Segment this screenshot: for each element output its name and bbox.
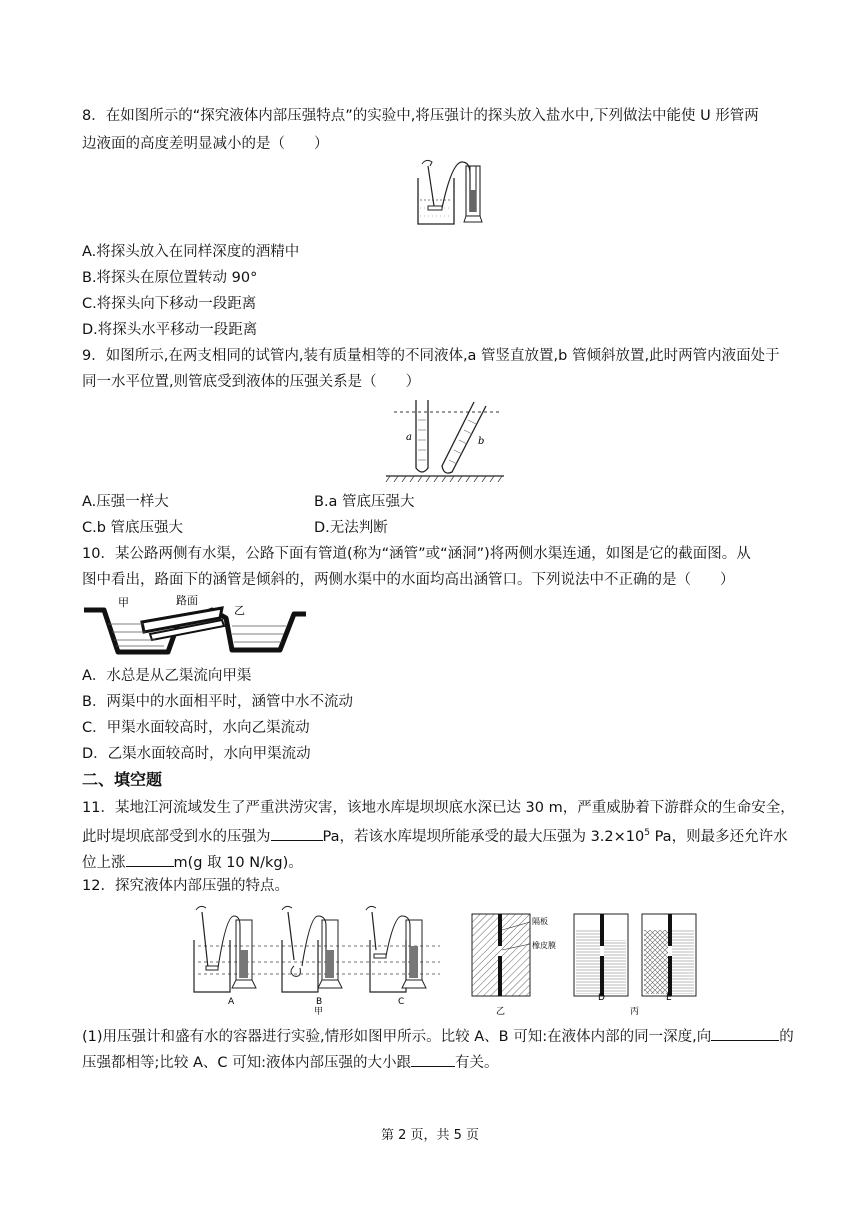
q11-line3-part-a: 位上涨 — [82, 855, 126, 871]
setup-c — [366, 906, 426, 1007]
channel-jia-label: 甲 — [118, 596, 129, 609]
tube-b-label: b — [478, 436, 485, 447]
setup-b — [282, 906, 342, 1007]
q11-line1: 11．某地江河流域发生了严重洪涝灾害，该地水库堤坝坝底水深已达 30 m，严重威胁着下游群众的生命安全， — [82, 800, 795, 816]
culvert-cross-section-figure — [82, 594, 308, 662]
label-b: B — [316, 997, 323, 1007]
q9-option-b: B.a 管底压强大 — [314, 494, 415, 510]
label-xiangpimo: 橡皮膜 — [532, 941, 556, 950]
pressure-gauge-figure — [408, 156, 504, 232]
setup-d — [574, 914, 628, 1003]
q10-option-d: D．乙渠水面较高时，水向甲渠流动 — [82, 746, 311, 762]
q10-option-a: A．水总是从乙渠流向甲渠 — [82, 668, 252, 684]
q11-line3 — [82, 852, 303, 873]
channel-yi-label: 乙 — [234, 604, 245, 617]
q11-line2-part-a: 此时堤坝底部受到水的压强为 — [82, 829, 271, 845]
setup-e — [642, 914, 696, 1003]
q9-options-row2 — [82, 518, 482, 538]
q11-line2-part-c: Pa，则最多还允许水 — [649, 829, 788, 845]
q9-option-d: D.无法判断 — [314, 520, 388, 536]
answer-blank-height[interactable] — [126, 852, 174, 867]
q8-option-c: C.将探头向下移动一段距离 — [82, 296, 257, 312]
q9-options-row1 — [82, 492, 482, 512]
setup-yi — [472, 914, 556, 1017]
q10-stem-line1: 10．某公路两侧有水渠，公路下面有管道(称为“涵管”或“涵洞”)将两侧水渠连通，如图是它的截面图。从 — [82, 546, 751, 562]
q12-part1-text-b: 的 — [779, 1029, 794, 1045]
q8-stem-line2: 边液面的高度差明显减小的是（ ） — [82, 136, 329, 152]
q8-option-d: D.将探头水平移动一段距离 — [82, 322, 258, 338]
road-label: 路面 — [176, 594, 198, 607]
label-yi: 乙 — [496, 1007, 506, 1017]
label-e: E — [666, 993, 672, 1003]
q12-part1-line1 — [82, 1026, 794, 1047]
test-tubes-figure — [382, 396, 506, 482]
q12-part1-text-a: (1)用压强计和盛有水的容器进行实验,情形如图甲所示。比较 A、B 可知:在液体内部的同一深度,向 — [82, 1029, 712, 1045]
setup-a — [194, 906, 256, 1007]
answer-blank-direction[interactable] — [711, 1026, 779, 1041]
answer-blank-factor[interactable] — [411, 1052, 455, 1067]
q8-option-a: A.将探头放入在同样深度的酒精中 — [82, 244, 300, 260]
label-c: C — [398, 997, 405, 1007]
section-title-fill-in: 二、填空题 — [82, 770, 163, 789]
label-a: A — [228, 997, 235, 1007]
label-jia: 甲 — [314, 1007, 324, 1017]
q10-stem-line2: 图中看出，路面下的涵管是倾斜的，两侧水渠中的水面均高出涵管口。下列说法中不正确的是（ ） — [82, 572, 735, 588]
label-bing: 丙 — [630, 1007, 640, 1017]
q12-stem: 12．探究液体内部压强的特点。 — [82, 878, 289, 894]
q11-line2 — [82, 826, 788, 847]
q11-line3-part-b: m(g 取 10 N/kg)。 — [173, 855, 303, 871]
q8-option-b: B.将探头在原位置转动 90° — [82, 270, 258, 286]
q12-part1-text-c: 压强都相等;比较 A、C 可知:液体内部压强的大小跟 — [82, 1055, 412, 1071]
page-footer: 第 2 页，共 5 页 — [380, 1128, 480, 1143]
q12-part1-text-d: 有关。 — [455, 1055, 499, 1071]
answer-blank-pressure[interactable] — [271, 826, 323, 841]
label-geban: 隔板 — [532, 917, 548, 926]
q9-stem-line1: 9．如图所示,在两支相同的试管内,装有质量相等的不同液体,a 管竖直放置,b 管倾斜放置,此时两管内液面处于 — [82, 348, 780, 364]
liquid-pressure-experiment-figure — [190, 900, 720, 1018]
q9-option-c: C.b 管底压强大 — [82, 520, 184, 536]
q9-stem-line2: 同一水平位置,则管底受到液体的压强关系是（ ） — [82, 374, 421, 390]
tube-a-label: a — [406, 432, 412, 443]
q11-line2-part-b: Pa，若该水库堤坝所能承受的最大压强为 3.2×10 — [322, 829, 645, 845]
q11-exponent: 5 — [644, 828, 650, 839]
q9-option-a: A.压强一样大 — [82, 494, 169, 510]
q12-part1-line2 — [82, 1052, 499, 1073]
q10-option-c: C．甲渠水面较高时，水向乙渠流动 — [82, 720, 310, 736]
label-d: D — [598, 993, 605, 1003]
q8-stem-line1: 8．在如图所示的“探究液体内部压强特点”的实验中,将压强计的探头放入盐水中,下列做法中能使 U 形管两 — [82, 108, 759, 124]
q10-option-b: B．两渠中的水面相平时，涵管中水不流动 — [82, 694, 353, 710]
